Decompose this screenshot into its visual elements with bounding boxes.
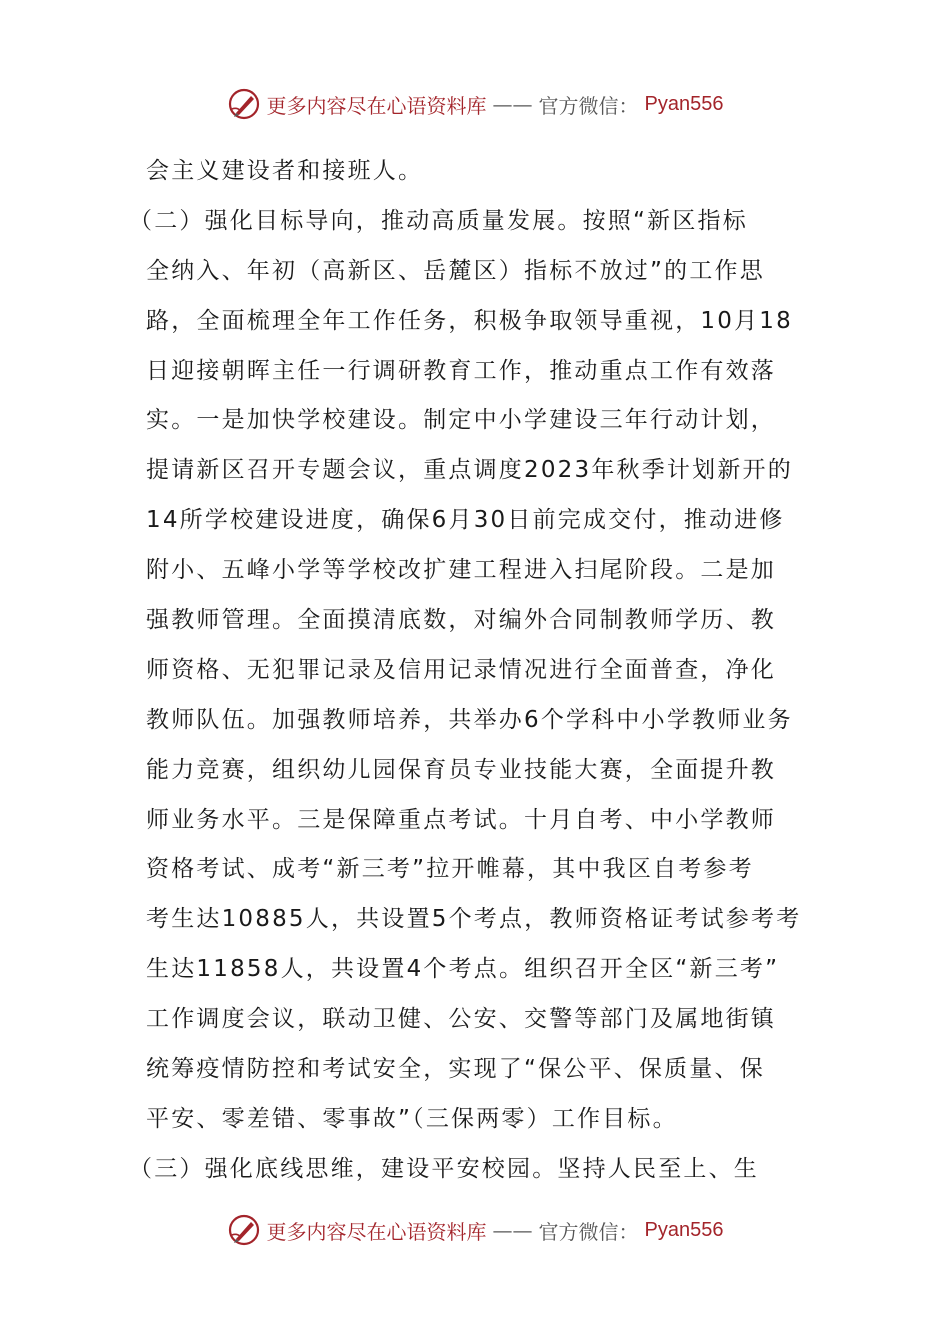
text-line: 教师队伍。加强教师培养，共举办6个学科中小学教师业务 (146, 706, 793, 733)
text-line: 附小、五峰小学等学校改扩建工程进入扫尾阶段。二是加 (146, 557, 776, 584)
text-line: 考生达10885人，共设置5个考点，教师资格证考试参考考 (146, 906, 802, 933)
text-line: 生达11858人，共设置4个考点。组织召开全区“新三考” (146, 956, 780, 983)
footer-watermark (0, 1210, 950, 1250)
text-line: 会主义建设者和接班人。 (146, 158, 424, 184)
text-line: 师业务水平。三是保障重点考试。十月自考、中小学教师 (146, 806, 776, 833)
text-line: 师资格、无犯罪记录及信用记录情况进行全面普查，净化 (146, 656, 776, 683)
watermark-separator: —— (492, 92, 533, 116)
watermark-wechat-label: 官方微信： (538, 93, 639, 118)
text-line: 14所学校建设进度，确保6月30日前完成交付，推动进修 (146, 507, 785, 534)
text-line: 路，全面梳理全年工作任务，积极争取领导重视，10月18 (146, 307, 793, 334)
watermark-library-name: 更多内容尽在心语资料库 (266, 1219, 487, 1244)
text-line: 强教师管理。全面摸清底数，对编外合同制教师学历、教 (146, 607, 776, 634)
section-heading-line: （三）强化底线思维，建设平安校园。坚持人民至上、生 (129, 1155, 759, 1182)
text-line: 全纳入、年初（高新区、岳麓区）指标不放过”的工作思 (146, 257, 765, 284)
text-line: 统筹疫情防控和考试安全，实现了“保公平、保质量、保 (146, 1056, 765, 1083)
text-line: 提请新区召开专题会议，重点调度2023年秋季计划新开的 (146, 457, 793, 484)
section-heading-line: （二）强化目标导向，推动高质量发展。按照“新区指标 (129, 207, 748, 234)
text-line: 日迎接朝晖主任一行调研教育工作，推动重点工作有效落 (146, 357, 776, 384)
text-line: 实。一是加快学校建设。制定中小学建设三年行动计划， (146, 407, 776, 434)
watermark-wechat-id: Pyan556 (644, 92, 724, 115)
watermark-library-name: 更多内容尽在心语资料库 (266, 93, 487, 118)
watermark-wechat-label: 官方微信： (538, 1219, 639, 1244)
text-line: 资格考试、成考“新三考”拉开帷幕，其中我区自考参考 (146, 856, 754, 883)
pen-logo-icon (227, 1213, 261, 1247)
pen-logo-icon (227, 87, 261, 121)
document-body (129, 147, 806, 1195)
text-line: 能力竞赛，组织幼儿园保育员专业技能大赛，全面提升教 (146, 756, 776, 783)
watermark-separator: —— (492, 1218, 533, 1242)
text-line: 工作调度会议，联动卫健、公安、交警等部门及属地街镇 (146, 1006, 776, 1033)
text-line: 平安、零差错、零事故”（三保两零）工作目标。 (146, 1105, 678, 1132)
header-watermark (0, 84, 950, 124)
watermark-wechat-id: Pyan556 (644, 1218, 724, 1241)
